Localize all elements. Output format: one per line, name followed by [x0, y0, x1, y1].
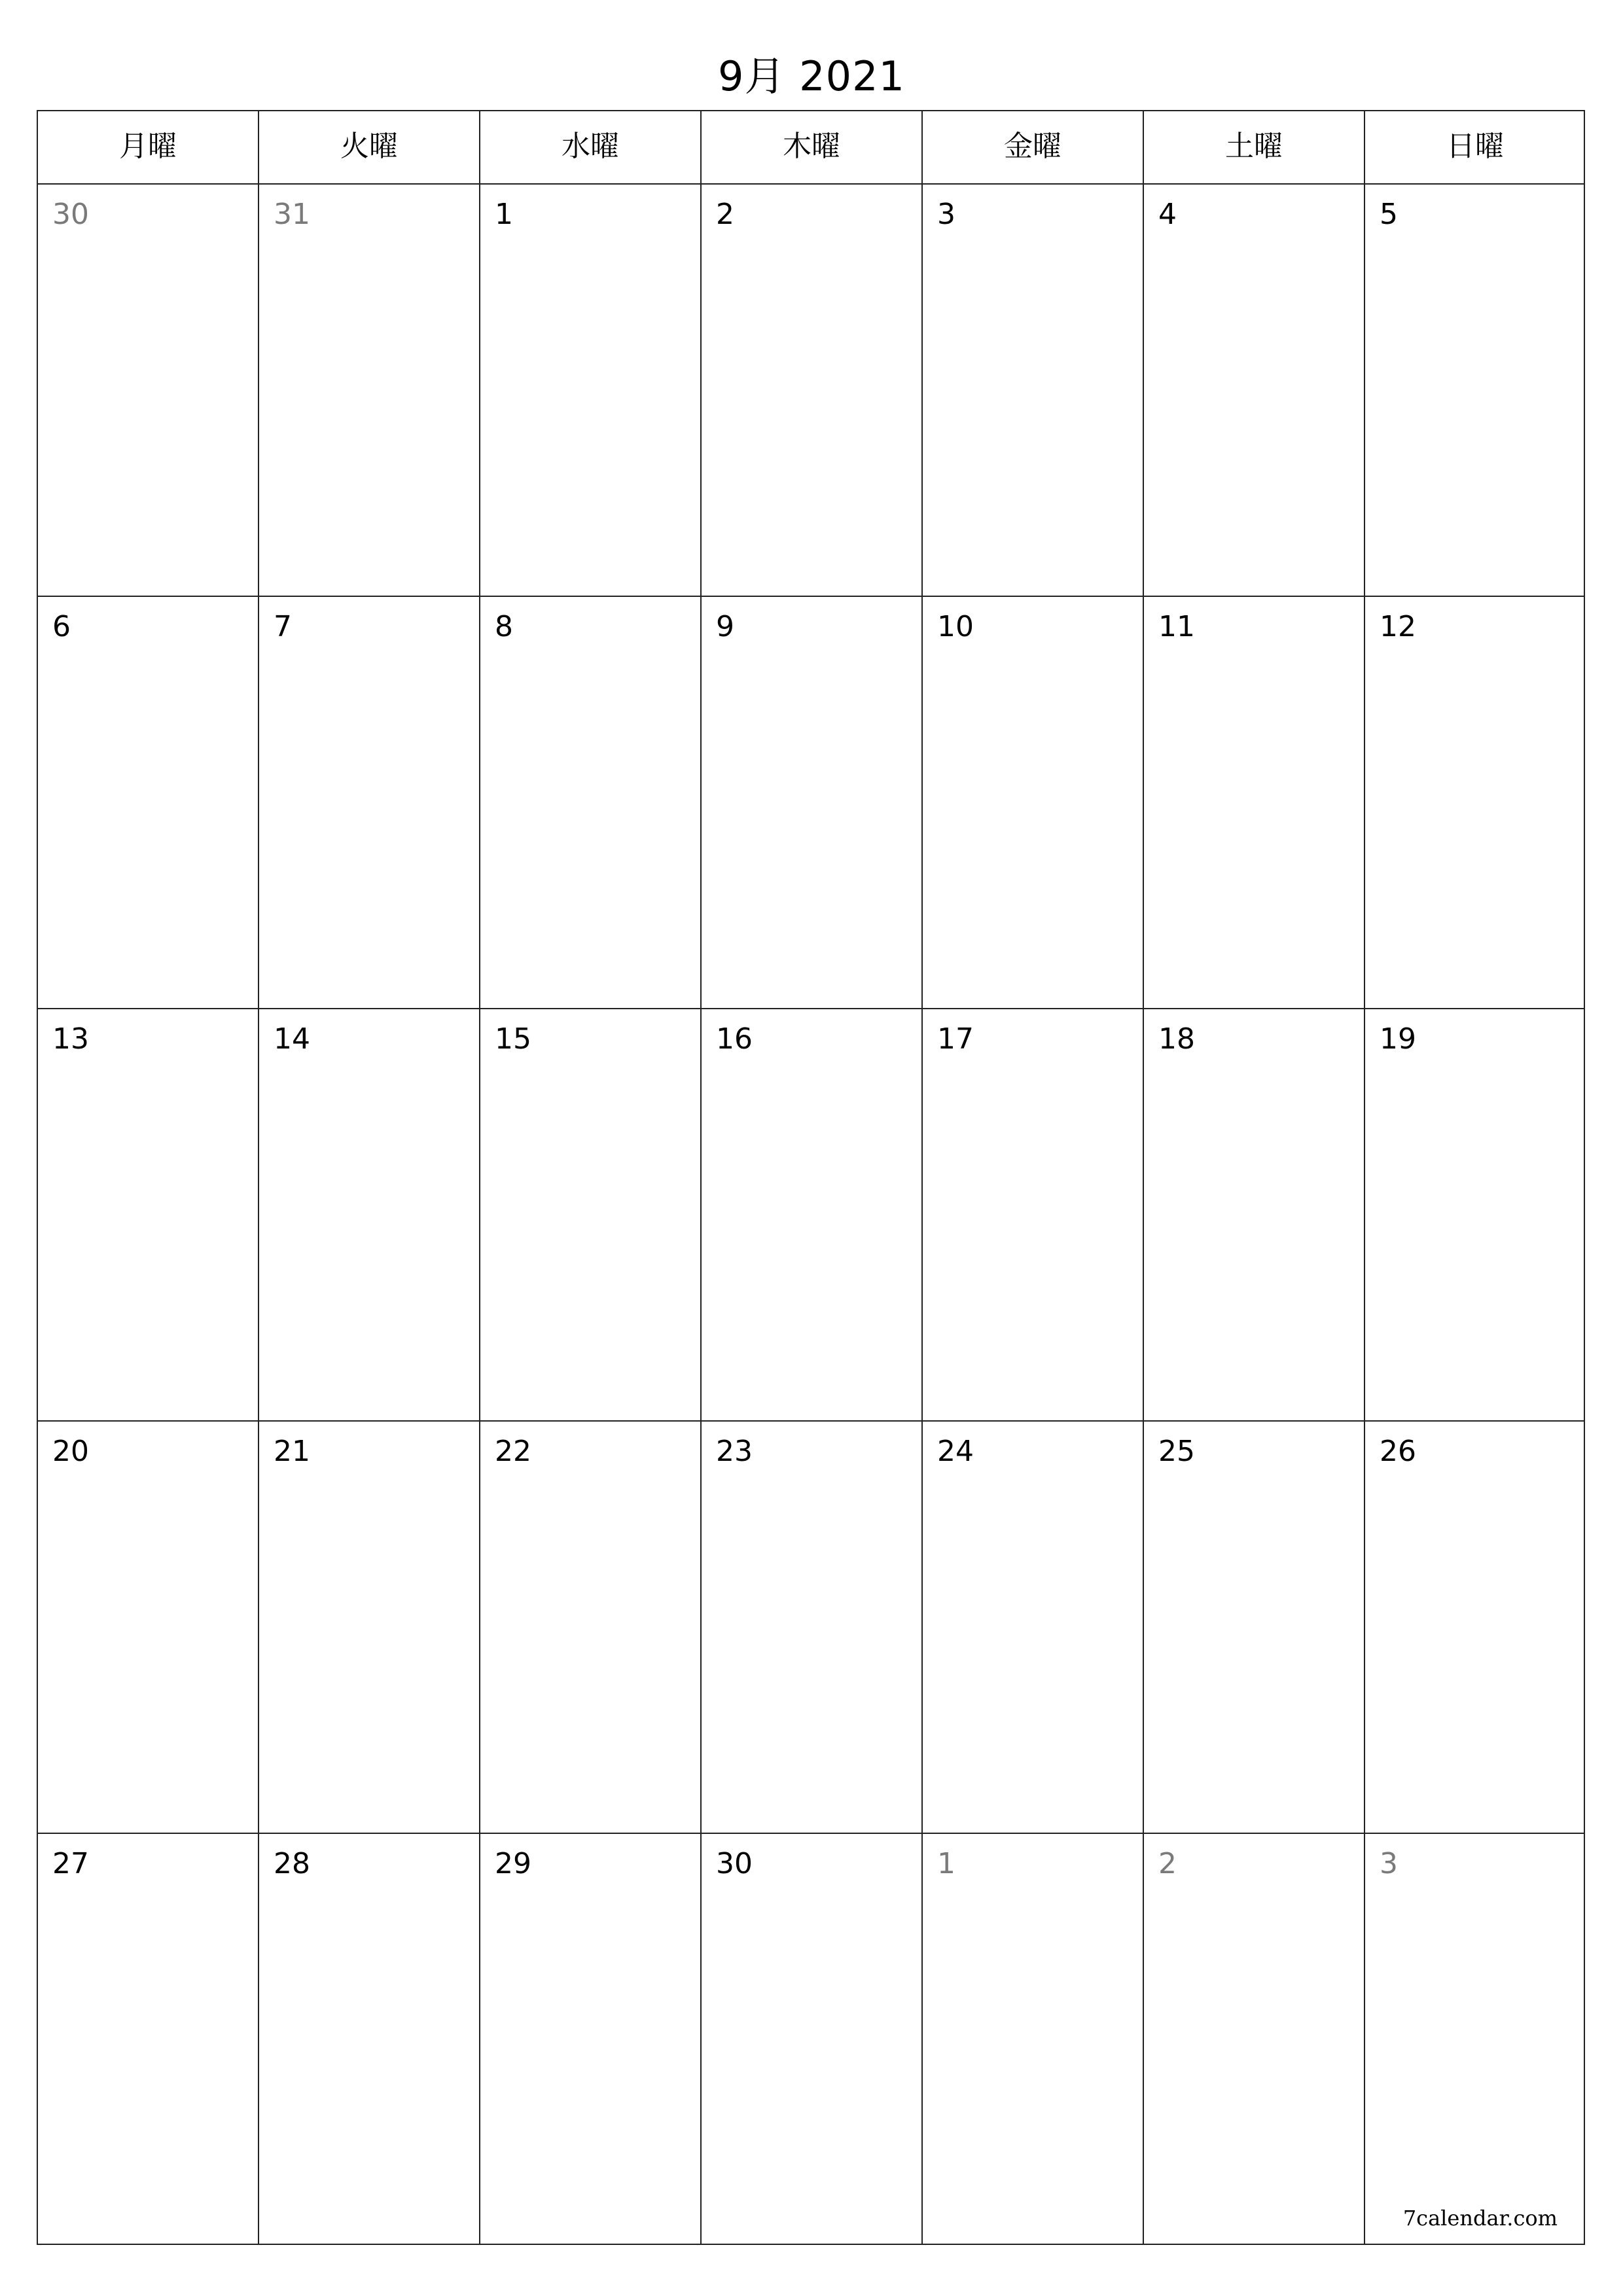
day-cell[interactable]: [1364, 1833, 1585, 2245]
week-row: [37, 596, 1585, 1008]
day-number: 2: [716, 198, 734, 231]
day-cell[interactable]: [258, 183, 479, 596]
day-number: 1: [495, 198, 513, 231]
day-cell[interactable]: [1143, 1833, 1364, 2245]
day-cell[interactable]: [37, 1833, 258, 2245]
day-cell[interactable]: [700, 596, 921, 1008]
day-number: 13: [52, 1022, 89, 1056]
day-cell[interactable]: [1364, 1008, 1585, 1420]
day-number: 31: [274, 198, 310, 231]
day-number: 29: [495, 1847, 531, 1880]
day-cell[interactable]: [37, 1420, 258, 1833]
day-cell[interactable]: [479, 596, 700, 1008]
day-number: 27: [52, 1847, 89, 1880]
day-number: 30: [716, 1847, 753, 1880]
day-cell[interactable]: [921, 183, 1143, 596]
day-number: 12: [1380, 610, 1416, 643]
day-number: 9: [716, 610, 734, 643]
day-number: 20: [52, 1435, 89, 1468]
week-row: [37, 183, 1585, 596]
day-cell[interactable]: [1364, 183, 1585, 596]
day-number: 7: [274, 610, 292, 643]
day-number: 19: [1380, 1022, 1416, 1056]
day-cell[interactable]: [700, 1008, 921, 1420]
day-cell[interactable]: [700, 1420, 921, 1833]
weekday-wednesday: 水曜: [479, 110, 700, 183]
day-number: 15: [495, 1022, 531, 1056]
day-number: 11: [1158, 610, 1195, 643]
day-cell[interactable]: [479, 1833, 700, 2245]
day-number: 5: [1380, 198, 1398, 231]
day-cell[interactable]: [479, 183, 700, 596]
day-number: 10: [937, 610, 974, 643]
weekday-saturday: 土曜: [1143, 110, 1364, 183]
page-title: 9月 2021: [718, 52, 905, 100]
day-cell[interactable]: [1143, 183, 1364, 596]
weekday-thursday: 木曜: [700, 110, 921, 183]
day-cell[interactable]: [258, 1833, 479, 2245]
day-number: 3: [937, 198, 955, 231]
weekday-sunday: 日曜: [1364, 110, 1585, 183]
day-number: 25: [1158, 1435, 1195, 1468]
weekday-monday: 月曜: [37, 110, 258, 183]
week-row: [37, 1833, 1585, 2245]
day-cell[interactable]: [921, 596, 1143, 1008]
week-row: [37, 1420, 1585, 1833]
week-row: [37, 1008, 1585, 1420]
day-number: 18: [1158, 1022, 1195, 1056]
weekday-friday: 金曜: [921, 110, 1143, 183]
weekday-tuesday: 火曜: [258, 110, 479, 183]
day-number: 1: [937, 1847, 955, 1880]
day-number: 14: [274, 1022, 310, 1056]
day-cell[interactable]: [1364, 596, 1585, 1008]
day-number: 28: [274, 1847, 310, 1880]
day-number: 22: [495, 1435, 531, 1468]
day-cell[interactable]: [921, 1008, 1143, 1420]
day-cell[interactable]: [479, 1420, 700, 1833]
day-cell[interactable]: [37, 183, 258, 596]
day-cell[interactable]: [37, 1008, 258, 1420]
day-cell[interactable]: [479, 1008, 700, 1420]
credit-text: 7calendar.com: [1402, 2206, 1558, 2231]
day-number: 17: [937, 1022, 974, 1056]
day-cell[interactable]: [258, 1420, 479, 1833]
day-number: 6: [52, 610, 71, 643]
day-cell[interactable]: [258, 1008, 479, 1420]
day-cell[interactable]: [1143, 596, 1364, 1008]
day-cell[interactable]: [37, 596, 258, 1008]
weeks-container: [37, 183, 1585, 2245]
day-number: 21: [274, 1435, 310, 1468]
day-cell[interactable]: [921, 1420, 1143, 1833]
day-number: 26: [1380, 1435, 1416, 1468]
calendar-grid: [37, 110, 1585, 2245]
day-cell[interactable]: [258, 596, 479, 1008]
day-number: 23: [716, 1435, 753, 1468]
day-cell[interactable]: [921, 1833, 1143, 2245]
day-cell[interactable]: [700, 183, 921, 596]
day-number: 3: [1380, 1847, 1398, 1880]
day-number: 2: [1158, 1847, 1177, 1880]
day-number: 4: [1158, 198, 1177, 231]
day-cell[interactable]: [1143, 1008, 1364, 1420]
day-number: 24: [937, 1435, 974, 1468]
day-cell[interactable]: [1364, 1420, 1585, 1833]
day-cell[interactable]: [700, 1833, 921, 2245]
day-number: 8: [495, 610, 513, 643]
day-cell[interactable]: [1143, 1420, 1364, 1833]
weekday-header-row: [37, 110, 1585, 183]
day-number: 16: [716, 1022, 753, 1056]
day-number: 30: [52, 198, 89, 231]
